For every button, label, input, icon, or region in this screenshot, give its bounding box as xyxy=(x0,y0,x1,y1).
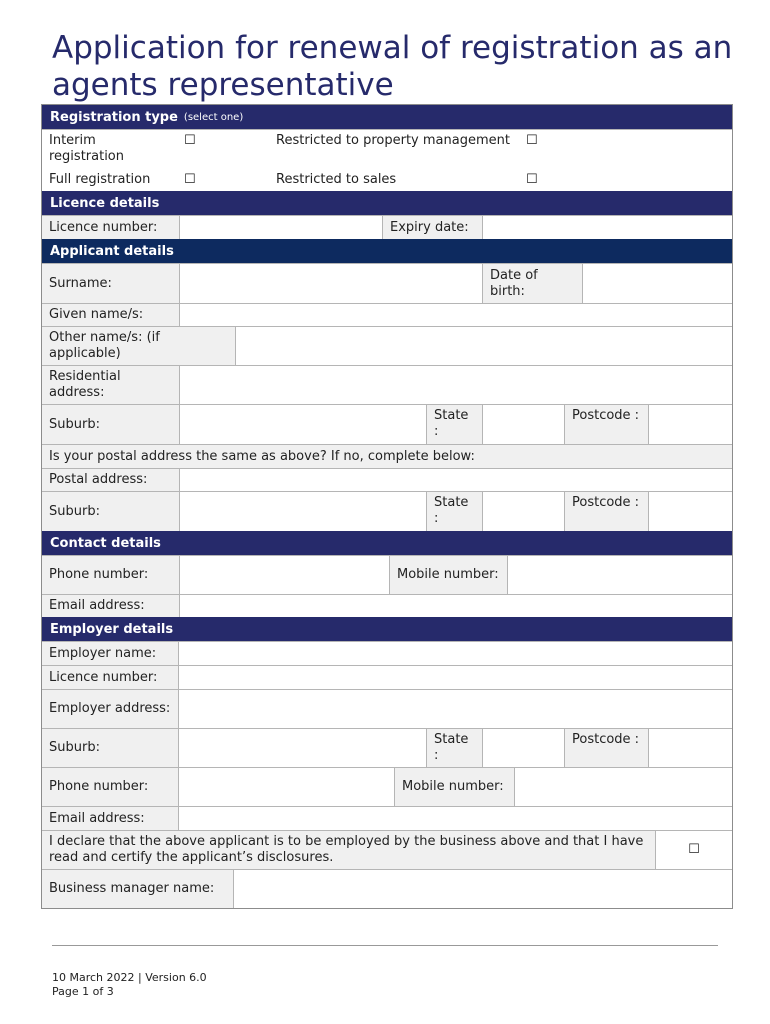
employer-name-field[interactable] xyxy=(178,642,732,665)
other-names-label: Other name/s: (if applicable) xyxy=(42,327,235,365)
employer-postcode-label: Postcode : xyxy=(564,729,648,767)
declaration-checkbox[interactable]: ☐ xyxy=(688,842,700,857)
mobile-number-field[interactable] xyxy=(507,556,732,594)
section-header-contact-details: Contact details xyxy=(42,531,732,555)
page-title: Application for renewal of registration as an agents representative xyxy=(52,30,733,103)
dob-field[interactable] xyxy=(582,264,732,303)
expiry-date-label: Expiry date: xyxy=(382,216,482,239)
renewal-form xyxy=(41,104,733,909)
employer-mobile-label: Mobile number: xyxy=(394,768,514,806)
residential-address-label: Residential address: xyxy=(42,366,179,404)
given-names-field[interactable] xyxy=(179,304,732,326)
employer-licence-number-field[interactable] xyxy=(178,666,732,689)
suburb-field[interactable] xyxy=(179,405,426,444)
select-one-note: (select one) xyxy=(183,111,244,123)
surname-label: Surname: xyxy=(42,264,179,303)
dob-label: Date of birth: xyxy=(482,264,582,303)
restricted-sales-checkbox[interactable]: ☐ xyxy=(526,172,538,187)
section-header-employer-details: Employer details xyxy=(42,617,732,641)
licence-number-field[interactable] xyxy=(179,216,382,239)
given-names-label: Given name/s: xyxy=(42,304,179,326)
interim-registration-label: Interim registration xyxy=(42,130,177,169)
employer-name-label: Employer name: xyxy=(42,642,178,665)
postal-address-field[interactable] xyxy=(179,469,732,491)
section-header-applicant-details: Applicant details xyxy=(42,239,732,263)
restricted-sales-label: Restricted to sales xyxy=(269,169,519,191)
footer-date-version: 10 March 2022 | Version 6.0 xyxy=(52,971,207,984)
postal-suburb-label: Suburb: xyxy=(42,492,179,531)
full-registration-checkbox[interactable]: ☐ xyxy=(184,172,196,187)
employer-state-field[interactable] xyxy=(482,729,564,767)
postcode-label: Postcode : xyxy=(564,405,648,444)
other-names-field[interactable] xyxy=(235,327,732,365)
email-address-label: Email address: xyxy=(42,595,179,617)
phone-number-label: Phone number: xyxy=(42,556,179,594)
employer-address-field[interactable] xyxy=(178,690,732,728)
footer-divider xyxy=(52,945,718,946)
employer-declaration-text: I declare that the above applicant is to be employed by the business above and that I have read and certify the applicant’s disclosures. xyxy=(42,831,655,869)
postcode-field[interactable] xyxy=(648,405,732,444)
licence-number-label: Licence number: xyxy=(42,216,179,239)
employer-phone-label: Phone number: xyxy=(42,768,178,806)
registration-type-heading: Registration type xyxy=(50,109,178,125)
postal-suburb-field[interactable] xyxy=(179,492,426,531)
postal-postcode-field[interactable] xyxy=(648,492,732,531)
employer-suburb-field[interactable] xyxy=(178,729,426,767)
restricted-property-checkbox[interactable]: ☐ xyxy=(526,133,538,148)
restricted-property-label: Restricted to property management xyxy=(269,130,519,169)
employer-state-label: State : xyxy=(426,729,482,767)
employer-licence-number-label: Licence number: xyxy=(42,666,178,689)
phone-number-field[interactable] xyxy=(179,556,389,594)
suburb-label: Suburb: xyxy=(42,405,179,444)
postal-state-field[interactable] xyxy=(482,492,564,531)
employer-suburb-label: Suburb: xyxy=(42,729,178,767)
business-manager-field[interactable] xyxy=(233,870,732,908)
business-manager-label: Business manager name: xyxy=(42,870,233,908)
employer-phone-field[interactable] xyxy=(178,768,394,806)
postal-address-label: Postal address: xyxy=(42,469,179,491)
expiry-date-field[interactable] xyxy=(482,216,732,239)
section-header-registration-type xyxy=(42,105,732,129)
interim-registration-checkbox[interactable]: ☐ xyxy=(184,133,196,148)
full-registration-label: Full registration xyxy=(42,169,177,191)
email-address-field[interactable] xyxy=(179,595,732,617)
employer-postcode-field[interactable] xyxy=(648,729,732,767)
state-field[interactable] xyxy=(482,405,564,444)
surname-field[interactable] xyxy=(179,264,482,303)
state-label: State : xyxy=(426,405,482,444)
postal-state-label: State : xyxy=(426,492,482,531)
postal-same-question: Is your postal address the same as above? If no, complete below: xyxy=(42,445,732,468)
postal-postcode-label: Postcode : xyxy=(564,492,648,531)
footer-page-number: Page 1 of 3 xyxy=(52,985,114,998)
employer-mobile-field[interactable] xyxy=(514,768,732,806)
employer-email-label: Email address: xyxy=(42,807,178,830)
employer-email-field[interactable] xyxy=(178,807,732,830)
section-header-licence-details: Licence details xyxy=(42,191,732,215)
mobile-number-label: Mobile number: xyxy=(389,556,507,594)
employer-address-label: Employer address: xyxy=(42,690,178,728)
footer xyxy=(52,971,207,999)
residential-address-field[interactable] xyxy=(179,366,732,404)
